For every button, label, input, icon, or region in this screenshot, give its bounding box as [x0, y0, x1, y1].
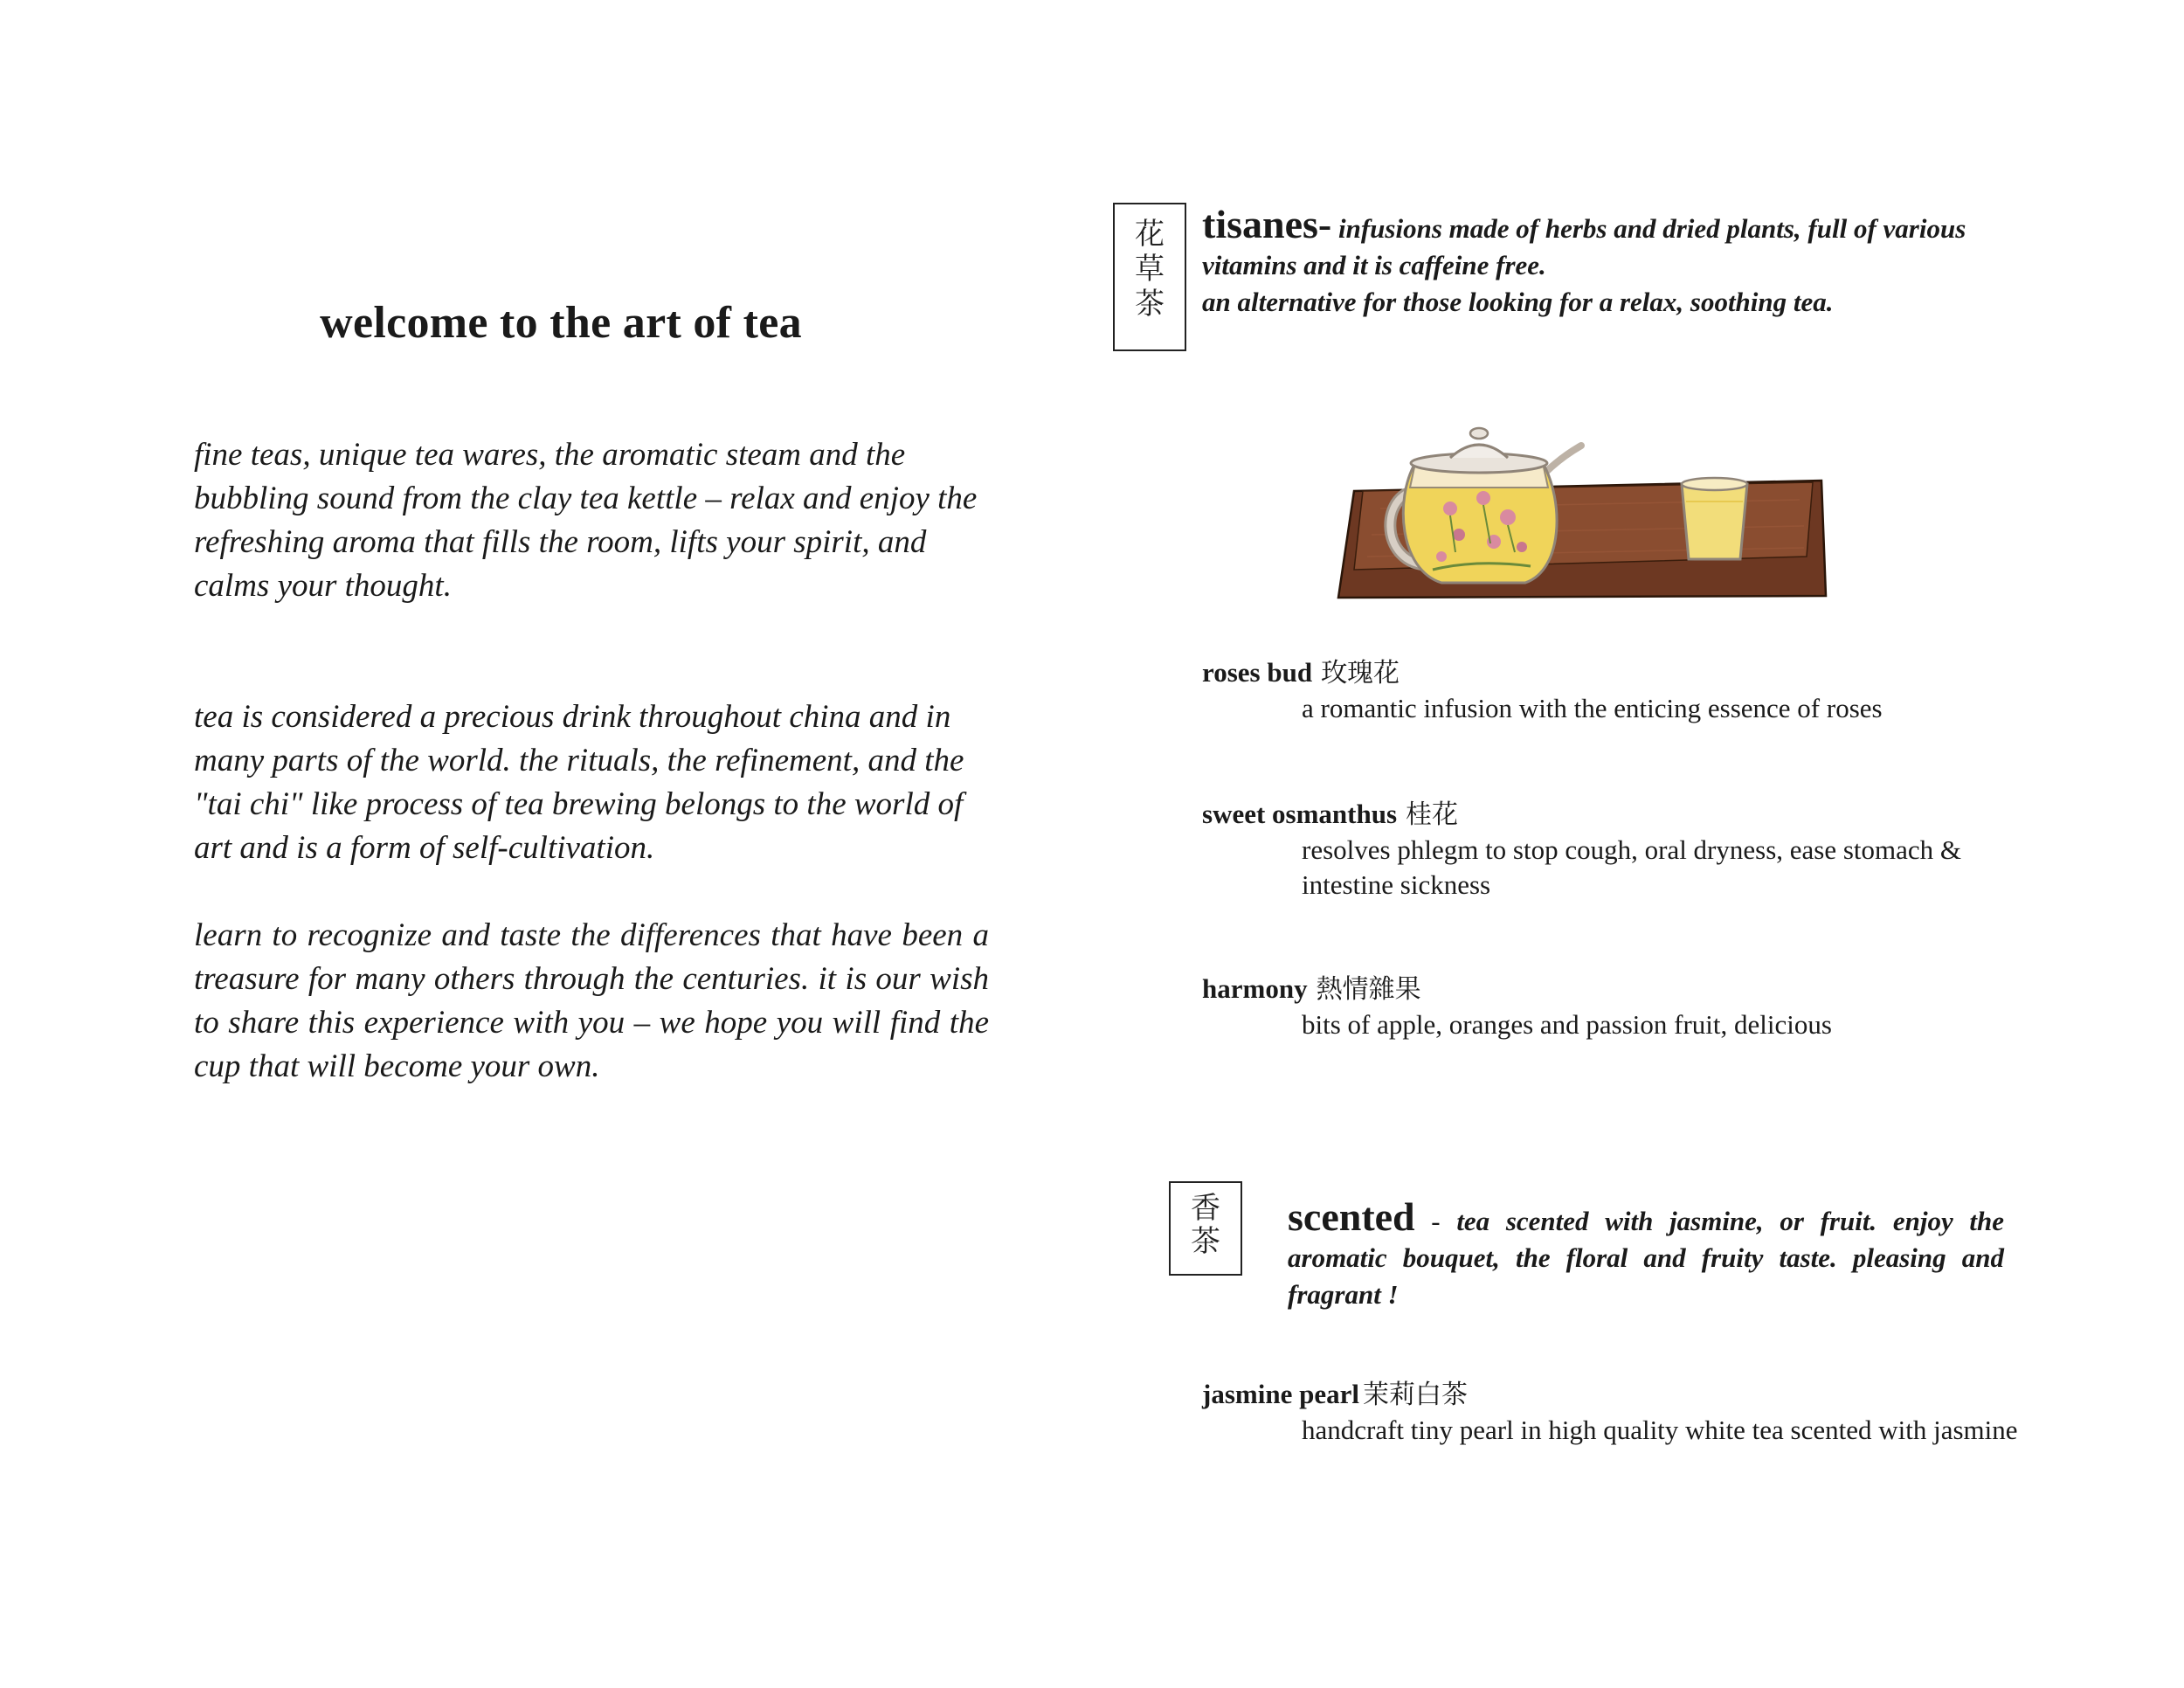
scented-title: scented — [1288, 1194, 1415, 1239]
tisanes-chinese-seal — [1113, 203, 1186, 351]
item-name: sweet osmanthus — [1202, 799, 1398, 829]
tisanes-description: infusions made of herbs and dried plants, full of various vitamins and it is caffeine free. — [1202, 213, 1966, 280]
item-name: harmony — [1202, 973, 1308, 1004]
scented-heading — [1288, 1194, 2005, 1313]
tisanes-heading — [1202, 202, 2006, 321]
item-description: bits of apple, oranges and passion fruit, delicious — [1302, 1009, 1832, 1040]
item-name-line — [1202, 972, 2023, 1007]
tisanes-description-2: an alternative for those looking for a relax, soothing tea. — [1202, 287, 1834, 317]
scented-description: tea scented with jasmine, or fruit. enjoy the aromatic bouquet, the floral and fruity taste. pleasing and fragrant ! — [1288, 1206, 2005, 1310]
menu-item-harmony — [1202, 972, 2023, 1042]
scented-dash: - — [1414, 1206, 1457, 1236]
item-name: jasmine pearl — [1202, 1379, 1359, 1409]
item-chinese-name: 熱情雜果 — [1316, 974, 1421, 1005]
tisanes-title: tisanes- — [1202, 202, 1332, 246]
seal-char: 茶 — [1135, 287, 1165, 322]
item-name-line — [1202, 797, 2023, 833]
teapot-illustration — [1328, 404, 1835, 613]
intro-paragraph-1: fine teas, unique tea wares, the aromatic steam and the bubbling sound from the clay tea kettle – relax and enjoy the refreshing aroma that fills the room, lifts your spirit, and calms your thought. — [194, 437, 978, 604]
menu-item-roses-bud — [1202, 655, 2023, 726]
seal-char: 草 — [1135, 252, 1165, 287]
item-description: handcraft tiny pearl in high quality white tea scented with jasmine — [1302, 1415, 2018, 1445]
tea-cup-icon — [1682, 478, 1747, 559]
seal-char: 香 — [1191, 1191, 1220, 1226]
seal-char: 茶 — [1191, 1224, 1220, 1259]
item-chinese-name: 桂花 — [1406, 799, 1459, 830]
seal-char: 花 — [1135, 217, 1165, 252]
item-description: resolves phlegm to stop cough, oral dryness, ease stomach & intestine sickness — [1302, 834, 1962, 900]
item-name-line — [1202, 1377, 2023, 1413]
menu-item-jasmine-pearl — [1202, 1377, 2023, 1448]
menu-item-sweet-osmanthus — [1202, 797, 2023, 903]
item-name-line — [1202, 655, 2023, 691]
item-description: a romantic infusion with the enticing essence of roses — [1302, 693, 1883, 723]
item-name: roses bud — [1202, 657, 1313, 688]
intro-paragraph-3: learn to recognize and taste the differences that have been a treasure for many others through the centuries. it is our wish to share this experience with you – we hope you will find the cup that will become your own. — [194, 917, 989, 1084]
scented-chinese-seal — [1169, 1181, 1242, 1276]
intro-paragraph-2: tea is considered a precious drink throughout china and in many parts of the world. the rituals, the refinement, and the "tai chi" like process of tea brewing belongs to the world of art and is a form of self-cultivation. — [194, 699, 964, 866]
page-title: welcome to the art of tea — [320, 298, 802, 348]
item-chinese-name: 玫瑰花 — [1321, 658, 1400, 688]
item-chinese-name: 茉莉白茶 — [1362, 1380, 1468, 1410]
